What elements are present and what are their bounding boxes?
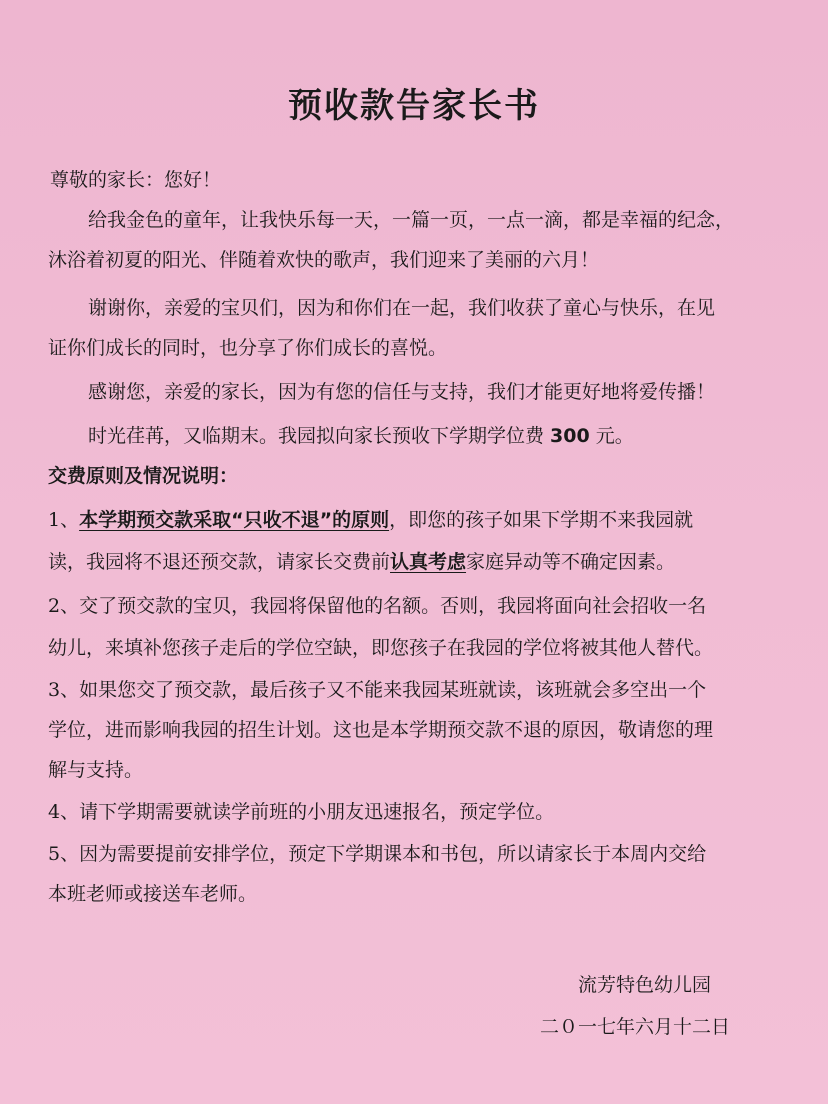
- item-4: 4、请下学期需要就读学前班的小朋友迅速报名，预定学位。: [48, 801, 555, 823]
- item-1-text: ，即您的孩子如果下学期不来我园就: [389, 509, 694, 531]
- paragraph-1-line-1: 给我金色的童年，让我快乐每一天，一篇一页，一点一滴，都是幸福的纪念，: [88, 209, 735, 231]
- paragraph-2-line-1: 谢谢你，亲爱的宝贝们，因为和你们在一起，我们收获了童心与快乐，在见: [88, 297, 716, 319]
- item-3-line-3: 解与支持。: [48, 759, 144, 781]
- item-1-emphasis: 本学期预交款采取“只收不退”的原则: [79, 509, 390, 531]
- item-1-line-2-text: 读，我园将不退还预交款，请家长交费前: [48, 551, 391, 573]
- paragraph-1-line-2: 沐浴着初夏的阳光、伴随着欢快的歌声，我们迎来了美丽的六月！: [48, 249, 600, 271]
- item-1-line-2-emphasis: 认真考虑: [390, 551, 467, 573]
- item-3-line-2: 学位，进而影响我园的招生计划。这也是本学期预交款不退的原因，敬请您的理: [48, 719, 714, 741]
- paragraph-3: 感谢您，亲爱的家长，因为有您的信任与支持，我们才能更好地将爱传播！: [88, 381, 716, 403]
- paragraph-2-line-2: 证你们成长的同时，也分享了你们成长的喜悦。: [48, 337, 448, 359]
- item-2-line-2: 幼儿，来填补您孩子走后的学位空缺，即您孩子在我园的学位将被其他人替代。: [48, 637, 714, 659]
- paragraph-4: [88, 424, 634, 448]
- item-1-line-2-rest: 家庭异动等不确定因素。: [466, 551, 676, 573]
- greeting: 尊敬的家长：您好！: [50, 169, 222, 191]
- signature-organization: 流芳特色幼儿园: [578, 974, 712, 996]
- signature-date: 二０一七年六月十二日: [540, 1016, 731, 1038]
- item-1-line-2: [48, 550, 675, 574]
- item-1-line-1: [48, 508, 693, 532]
- item-3-line-1: 3、如果您交了预交款，最后孩子又不能来我园某班就读，该班就会多空出一个: [48, 679, 707, 701]
- item-5-line-2: 本班老师或接送车老师。: [48, 883, 258, 905]
- item-1-number: 1、: [48, 509, 80, 531]
- paragraph-4-text: 时光荏苒，又临期末。我园拟向家长预收下学期学位费: [88, 425, 551, 447]
- paragraph-4-unit: 元。: [589, 425, 634, 447]
- item-5-line-1: 5、因为需要提前安排学位，预定下学期课本和书包，所以请家长于本周内交给: [48, 843, 707, 865]
- fee-amount: 300: [550, 425, 590, 447]
- section-heading: 交费原则及情况说明：: [48, 465, 239, 487]
- page-title: 预收款告家长书: [288, 86, 540, 126]
- item-2-line-1: 2、交了预交款的宝贝，我园将保留他的名额。否则，我园将面向社会招收一名: [48, 595, 707, 617]
